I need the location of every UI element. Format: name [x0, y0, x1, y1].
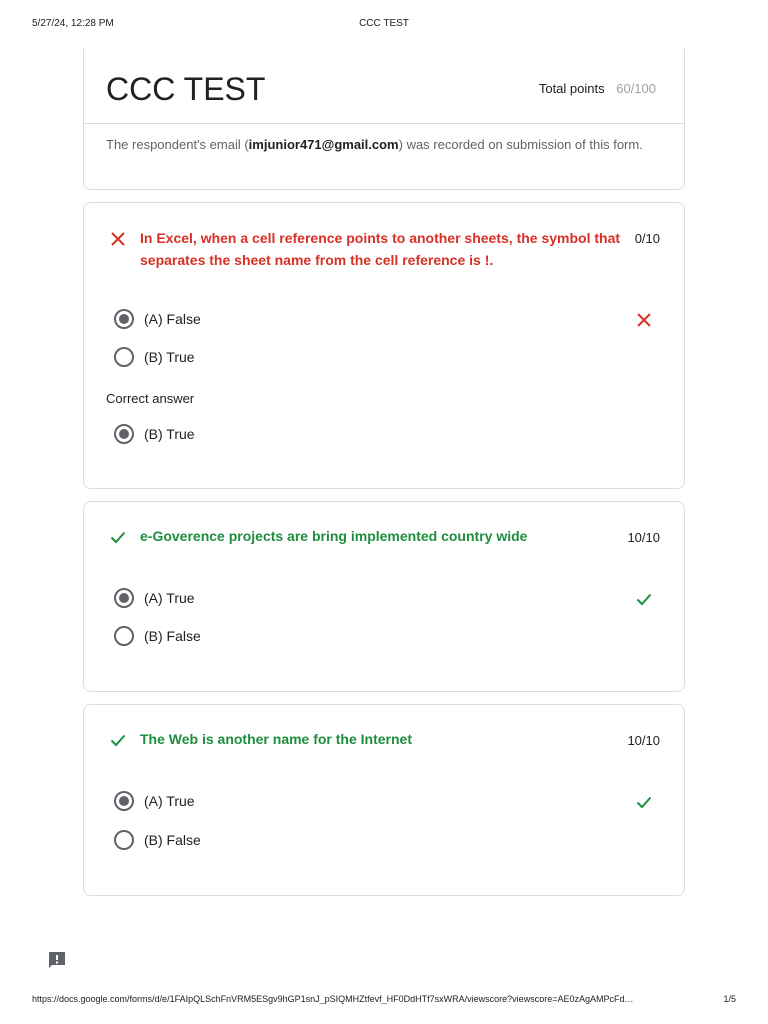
question-card [83, 501, 685, 692]
option-label: (A) True [144, 793, 195, 809]
option-a[interactable] [114, 790, 654, 812]
print-header [0, 18, 768, 32]
close-icon [110, 231, 126, 247]
question-text: In Excel, when a cell reference points to another sheets, the symbol that separates the sheet name from the cell reference is !. [140, 230, 621, 268]
correct-answer-label: Correct answer [106, 391, 195, 406]
checkmark-icon [636, 591, 652, 607]
form-title: CCC TEST [106, 71, 266, 107]
radio-button[interactable] [114, 626, 134, 646]
total-points [539, 81, 656, 96]
option-a[interactable] [114, 587, 654, 609]
question-card [83, 704, 685, 896]
total-points-label: Total points [538, 81, 605, 96]
option-label: (A) False [144, 311, 201, 327]
radio-button-selected[interactable] [114, 588, 134, 608]
question-text: e-Goverence projects are bring implemented country wide [140, 528, 528, 544]
radio-button-selected [114, 424, 134, 444]
email-prefix: The respondent's email ( [106, 137, 249, 152]
header-divider [84, 123, 684, 124]
option-label: (B) True [144, 349, 195, 365]
print-timestamp: 5/27/24, 12:28 PM [32, 18, 114, 29]
checkmark-icon [636, 794, 652, 810]
option-b[interactable] [114, 829, 654, 851]
radio-button-selected[interactable] [114, 791, 134, 811]
option-label: (B) False [144, 832, 201, 848]
correct-answer-option [114, 423, 654, 445]
question-card [83, 202, 685, 489]
checkmark-icon [110, 732, 126, 748]
option-a[interactable] [114, 308, 654, 330]
checkmark-icon [110, 529, 126, 545]
respondent-email: imjunior471@gmail.com [248, 137, 399, 152]
radio-button[interactable] [114, 347, 134, 367]
print-footer [0, 994, 768, 1008]
question-score: 10/10 [627, 530, 660, 545]
email-suffix: ) was recorded on submission of this form. [398, 137, 643, 152]
print-title: CCC TEST [359, 18, 409, 29]
email-note [106, 135, 646, 154]
option-label: (A) True [144, 590, 195, 606]
report-feedback-icon[interactable] [47, 950, 67, 970]
form-header-card [83, 49, 685, 190]
option-b[interactable] [114, 625, 654, 647]
question-score: 0/10 [634, 231, 660, 246]
radio-button-selected[interactable] [114, 309, 134, 329]
correct-answer-value: (B) True [144, 426, 195, 442]
option-b[interactable] [114, 346, 654, 368]
radio-button[interactable] [114, 830, 134, 850]
option-label: (B) False [144, 628, 201, 644]
page-url: https://docs.google.com/forms/d/e/1FAIpQLSchFnVRM5ESgv9hGP1snJ_pSIQMHZtfevf_HF0DdHTf7sxWRA/viewscore?viewscore=AE0zAgAMPcFd… [32, 994, 634, 1004]
question-text: The Web is another name for the Internet [140, 731, 413, 747]
question-score: 10/10 [627, 733, 660, 748]
total-points-value: 60/100 [616, 81, 656, 96]
close-icon [636, 312, 652, 328]
page-number: 1/5 [723, 994, 736, 1004]
